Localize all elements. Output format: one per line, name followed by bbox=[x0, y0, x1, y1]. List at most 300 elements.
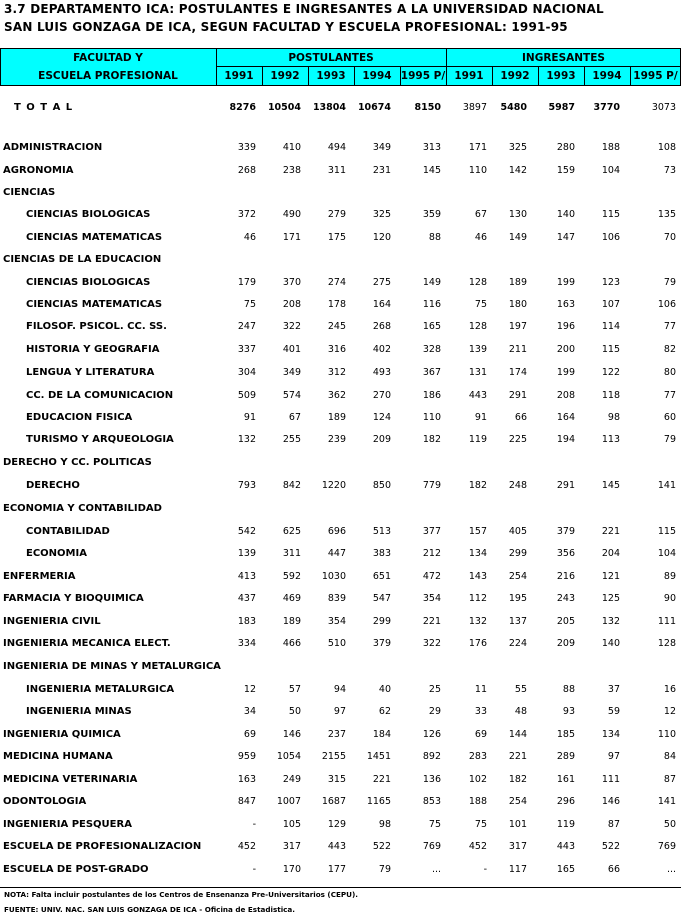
row-value: 82 bbox=[663, 344, 676, 355]
row-label: ESCUELA DE POST-GRADO bbox=[3, 864, 149, 875]
row-value: 79 bbox=[663, 277, 676, 288]
row-value: 143 bbox=[468, 571, 487, 582]
row-value: 50 bbox=[288, 706, 301, 717]
row-value: 592 bbox=[282, 571, 301, 582]
row-value: 356 bbox=[556, 548, 575, 559]
table-row bbox=[0, 165, 681, 181]
table-row bbox=[0, 412, 681, 428]
row-value: 316 bbox=[327, 344, 346, 355]
row-value: 105 bbox=[282, 819, 301, 830]
row-value: 116 bbox=[422, 299, 441, 310]
header-year: 1992 bbox=[270, 70, 300, 82]
row-value: 124 bbox=[372, 412, 391, 423]
table-row bbox=[0, 819, 681, 835]
row-value: 104 bbox=[601, 165, 620, 176]
row-value: 141 bbox=[657, 796, 676, 807]
row-label: INGENIERIA MINAS bbox=[26, 706, 132, 717]
row-value: 91 bbox=[243, 412, 256, 423]
row-value: 16 bbox=[663, 684, 676, 695]
row-value: 87 bbox=[663, 774, 676, 785]
row-value: 77 bbox=[663, 390, 676, 401]
row-value: 3897 bbox=[462, 102, 487, 113]
footer-divider bbox=[0, 887, 681, 888]
header-year: 1993 bbox=[546, 70, 576, 82]
row-value: 12 bbox=[663, 706, 676, 717]
row-value: 107 bbox=[601, 299, 620, 310]
row-value: 128 bbox=[468, 321, 487, 332]
table-row bbox=[0, 142, 681, 158]
row-value: 77 bbox=[663, 321, 676, 332]
row-value: 313 bbox=[422, 142, 441, 153]
table-row bbox=[0, 367, 681, 383]
row-value: 402 bbox=[372, 344, 391, 355]
row-value: 245 bbox=[327, 321, 346, 332]
row-value: 75 bbox=[243, 299, 256, 310]
table-source: FUENTE: UNIV. NAC. SAN LUIS GONZAGA DE ICA - Oficina de Estadistica. bbox=[4, 905, 296, 914]
table-row bbox=[0, 571, 681, 587]
row-value: 131 bbox=[468, 367, 487, 378]
row-label: INGENIERIA METALURGICA bbox=[26, 684, 175, 695]
row-value: 199 bbox=[556, 367, 575, 378]
row-value: 322 bbox=[282, 321, 301, 332]
row-value: 145 bbox=[422, 165, 441, 176]
row-value: 839 bbox=[327, 593, 346, 604]
row-value: 69 bbox=[474, 729, 487, 740]
row-value: 132 bbox=[468, 616, 487, 627]
row-value: 55 bbox=[514, 684, 527, 695]
row-value: 5987 bbox=[548, 102, 575, 113]
row-value: 370 bbox=[282, 277, 301, 288]
row-value: 195 bbox=[508, 593, 527, 604]
table-row bbox=[0, 480, 681, 496]
row-value: 87 bbox=[607, 819, 620, 830]
row-value: 48 bbox=[514, 706, 527, 717]
header-faculty-line-1: FACULTAD Y bbox=[73, 52, 143, 64]
row-value: 121 bbox=[601, 571, 620, 582]
row-value: 186 bbox=[422, 390, 441, 401]
row-value: 379 bbox=[556, 526, 575, 537]
row-value: 164 bbox=[556, 412, 575, 423]
row-value: 37 bbox=[607, 684, 620, 695]
row-value: 157 bbox=[468, 526, 487, 537]
row-value: 189 bbox=[327, 412, 346, 423]
row-label: CIENCIAS MATEMATICAS bbox=[26, 232, 163, 243]
row-value: 209 bbox=[372, 434, 391, 445]
row-value: 129 bbox=[327, 819, 346, 830]
row-value: 291 bbox=[556, 480, 575, 491]
row-value: 509 bbox=[237, 390, 256, 401]
row-value: 134 bbox=[601, 729, 620, 740]
header-year: 1995 P/ bbox=[633, 70, 678, 82]
row-value: 211 bbox=[508, 344, 527, 355]
row-value: 13804 bbox=[312, 102, 346, 113]
row-value: 182 bbox=[468, 480, 487, 491]
row-value: 130 bbox=[508, 209, 527, 220]
row-value: 89 bbox=[663, 571, 676, 582]
row-value: 452 bbox=[237, 841, 256, 852]
row-value: 354 bbox=[327, 616, 346, 627]
row-value: 443 bbox=[468, 390, 487, 401]
row-value: 25 bbox=[428, 684, 441, 695]
table-row bbox=[0, 526, 681, 542]
row-value: 383 bbox=[372, 548, 391, 559]
row-value: 199 bbox=[556, 277, 575, 288]
row-value: 140 bbox=[601, 638, 620, 649]
row-value: 3073 bbox=[651, 102, 676, 113]
row-value: 405 bbox=[508, 526, 527, 537]
row-value: 79 bbox=[378, 864, 391, 875]
row-value: 174 bbox=[508, 367, 527, 378]
row-value: 312 bbox=[327, 367, 346, 378]
row-value: 892 bbox=[422, 751, 441, 762]
row-value: 128 bbox=[468, 277, 487, 288]
row-value: 296 bbox=[556, 796, 575, 807]
row-value: 847 bbox=[237, 796, 256, 807]
row-value: 379 bbox=[372, 638, 391, 649]
row-value: 139 bbox=[468, 344, 487, 355]
row-value: 111 bbox=[657, 616, 676, 627]
row-value: 248 bbox=[508, 480, 527, 491]
row-label: MEDICINA VETERINARIA bbox=[3, 774, 138, 785]
row-value: 12 bbox=[243, 684, 256, 695]
row-value: 88 bbox=[562, 684, 575, 695]
header-postulantes: POSTULANTES bbox=[288, 52, 374, 64]
row-label: CIENCIAS DE LA EDUCACION bbox=[3, 254, 162, 265]
row-value: 243 bbox=[556, 593, 575, 604]
row-value: 182 bbox=[422, 434, 441, 445]
row-label: INGENIERIA DE MINAS Y METALURGICA bbox=[3, 661, 221, 672]
header-ingresantes: INGRESANTES bbox=[522, 52, 605, 64]
row-value: 171 bbox=[282, 232, 301, 243]
row-value: 134 bbox=[468, 548, 487, 559]
row-value: 197 bbox=[508, 321, 527, 332]
row-label: INGENIERIA MECANICA ELECT. bbox=[3, 638, 171, 649]
row-value: 238 bbox=[282, 165, 301, 176]
table-header bbox=[0, 48, 681, 86]
row-value: 67 bbox=[288, 412, 301, 423]
row-value: 90 bbox=[663, 593, 676, 604]
row-value: 97 bbox=[607, 751, 620, 762]
row-value: 522 bbox=[372, 841, 391, 852]
row-label: ESCUELA DE PROFESIONALIZACION bbox=[3, 841, 202, 852]
row-value: 291 bbox=[508, 390, 527, 401]
row-value: 75 bbox=[474, 819, 487, 830]
row-value: 354 bbox=[422, 593, 441, 604]
row-value: 62 bbox=[378, 706, 391, 717]
header-year: 1992 bbox=[500, 70, 530, 82]
row-value: 113 bbox=[601, 434, 620, 445]
row-value: 317 bbox=[282, 841, 301, 852]
row-label: AGRONOMIA bbox=[3, 165, 74, 176]
table-row bbox=[0, 434, 681, 450]
table-row bbox=[0, 796, 681, 812]
row-value: 221 bbox=[372, 774, 391, 785]
row-value: - bbox=[252, 819, 256, 830]
row-value: 132 bbox=[237, 434, 256, 445]
row-value: 179 bbox=[237, 277, 256, 288]
row-label: CIENCIAS bbox=[3, 187, 56, 198]
header-year: 1994 bbox=[592, 70, 622, 82]
table-row bbox=[0, 684, 681, 700]
row-value: 194 bbox=[556, 434, 575, 445]
row-value: 280 bbox=[556, 142, 575, 153]
table-row bbox=[0, 616, 681, 632]
row-value: 494 bbox=[327, 142, 346, 153]
table-row bbox=[0, 661, 681, 677]
row-value: 126 bbox=[422, 729, 441, 740]
row-value: 119 bbox=[468, 434, 487, 445]
table-row bbox=[0, 548, 681, 564]
table-row bbox=[0, 232, 681, 248]
row-value: 359 bbox=[422, 209, 441, 220]
row-value: 66 bbox=[514, 412, 527, 423]
row-value: 185 bbox=[556, 729, 575, 740]
table-row bbox=[0, 457, 681, 473]
table-row bbox=[0, 593, 681, 609]
row-value: 164 bbox=[372, 299, 391, 310]
row-value: 208 bbox=[556, 390, 575, 401]
row-value: 239 bbox=[327, 434, 346, 445]
row-value: 779 bbox=[422, 480, 441, 491]
table-row bbox=[0, 729, 681, 745]
row-value: 122 bbox=[601, 367, 620, 378]
row-value: 274 bbox=[327, 277, 346, 288]
row-value: 139 bbox=[237, 548, 256, 559]
row-value: 73 bbox=[663, 165, 676, 176]
row-value: 118 bbox=[601, 390, 620, 401]
row-value: 165 bbox=[422, 321, 441, 332]
row-value: 125 bbox=[601, 593, 620, 604]
row-value: 34 bbox=[243, 706, 256, 717]
row-label: DERECHO Y CC. POLITICAS bbox=[3, 457, 152, 468]
row-value: 112 bbox=[468, 593, 487, 604]
row-value: 117 bbox=[508, 864, 527, 875]
row-value: 469 bbox=[282, 593, 301, 604]
row-label: FILOSOF. PSICOL. CC. SS. bbox=[26, 321, 167, 332]
row-value: 188 bbox=[601, 142, 620, 153]
row-value: 304 bbox=[237, 367, 256, 378]
row-value: 84 bbox=[663, 751, 676, 762]
row-value: 216 bbox=[556, 571, 575, 582]
row-value: 513 bbox=[372, 526, 391, 537]
row-value: ... bbox=[431, 864, 441, 875]
row-value: 249 bbox=[282, 774, 301, 785]
row-value: 114 bbox=[601, 321, 620, 332]
row-value: 205 bbox=[556, 616, 575, 627]
table-row bbox=[0, 841, 681, 857]
row-value: 1220 bbox=[321, 480, 346, 491]
row-value: 299 bbox=[508, 548, 527, 559]
row-value: 189 bbox=[508, 277, 527, 288]
row-value: 97 bbox=[333, 706, 346, 717]
row-value: 410 bbox=[282, 142, 301, 153]
table-row bbox=[0, 321, 681, 337]
row-value: 221 bbox=[422, 616, 441, 627]
row-value: 625 bbox=[282, 526, 301, 537]
row-label: LENGUA Y LITERATURA bbox=[26, 367, 155, 378]
row-value: 270 bbox=[372, 390, 391, 401]
row-value: 325 bbox=[372, 209, 391, 220]
row-label: CIENCIAS MATEMATICAS bbox=[26, 299, 163, 310]
row-label: ADMINISTRACION bbox=[3, 142, 103, 153]
row-value: 69 bbox=[243, 729, 256, 740]
row-value: 231 bbox=[372, 165, 391, 176]
row-value: 959 bbox=[237, 751, 256, 762]
row-value: 135 bbox=[657, 209, 676, 220]
row-value: 176 bbox=[468, 638, 487, 649]
row-value: 144 bbox=[508, 729, 527, 740]
row-value: 163 bbox=[556, 299, 575, 310]
row-value: 268 bbox=[237, 165, 256, 176]
row-value: 57 bbox=[288, 684, 301, 695]
table-row bbox=[0, 277, 681, 293]
row-label: MEDICINA HUMANA bbox=[3, 751, 113, 762]
table-row bbox=[0, 774, 681, 790]
table-row bbox=[0, 751, 681, 767]
row-value: 283 bbox=[468, 751, 487, 762]
row-value: 91 bbox=[474, 412, 487, 423]
row-value: 322 bbox=[422, 638, 441, 649]
row-label: ENFERMERIA bbox=[3, 571, 76, 582]
row-value: 46 bbox=[243, 232, 256, 243]
row-label: CONTABILIDAD bbox=[26, 526, 110, 537]
row-value: 510 bbox=[327, 638, 346, 649]
row-label: T O T A L bbox=[14, 102, 74, 113]
row-value: 490 bbox=[282, 209, 301, 220]
row-value: 212 bbox=[422, 548, 441, 559]
row-label: EDUCACION FISICA bbox=[26, 412, 133, 423]
row-value: 98 bbox=[607, 412, 620, 423]
row-value: 443 bbox=[327, 841, 346, 852]
row-value: 161 bbox=[556, 774, 575, 785]
row-value: 10504 bbox=[267, 102, 301, 113]
row-value: 128 bbox=[657, 638, 676, 649]
row-value: 367 bbox=[422, 367, 441, 378]
row-value: 115 bbox=[601, 344, 620, 355]
row-value: 1165 bbox=[366, 796, 391, 807]
row-value: 165 bbox=[556, 864, 575, 875]
row-value: 853 bbox=[422, 796, 441, 807]
row-value: 149 bbox=[422, 277, 441, 288]
table-row bbox=[0, 254, 681, 270]
table-row bbox=[0, 102, 681, 118]
row-value: 10674 bbox=[357, 102, 391, 113]
row-label: CIENCIAS BIOLOGICAS bbox=[26, 277, 151, 288]
table-row bbox=[0, 706, 681, 722]
row-value: ... bbox=[666, 864, 676, 875]
header-year: 1991 bbox=[454, 70, 484, 82]
table-row bbox=[0, 187, 681, 203]
header-year: 1994 bbox=[362, 70, 392, 82]
row-value: 70 bbox=[663, 232, 676, 243]
row-value: 106 bbox=[657, 299, 676, 310]
row-value: 188 bbox=[468, 796, 487, 807]
row-value: 136 bbox=[422, 774, 441, 785]
row-value: 311 bbox=[282, 548, 301, 559]
row-value: 115 bbox=[657, 526, 676, 537]
row-value: 413 bbox=[237, 571, 256, 582]
row-value: 466 bbox=[282, 638, 301, 649]
row-value: 145 bbox=[601, 480, 620, 491]
row-value: 437 bbox=[237, 593, 256, 604]
row-value: 102 bbox=[468, 774, 487, 785]
row-value: 299 bbox=[372, 616, 391, 627]
row-value: 110 bbox=[422, 412, 441, 423]
row-value: 1030 bbox=[321, 571, 346, 582]
row-label: DERECHO bbox=[26, 480, 80, 491]
row-value: 255 bbox=[282, 434, 301, 445]
row-value: 180 bbox=[508, 299, 527, 310]
table-row bbox=[0, 209, 681, 225]
row-value: 106 bbox=[601, 232, 620, 243]
row-value: 317 bbox=[508, 841, 527, 852]
row-value: 183 bbox=[237, 616, 256, 627]
row-value: 170 bbox=[282, 864, 301, 875]
row-value: 842 bbox=[282, 480, 301, 491]
row-label: HISTORIA Y GEOGRAFIA bbox=[26, 344, 160, 355]
row-value: 315 bbox=[327, 774, 346, 785]
row-value: 339 bbox=[237, 142, 256, 153]
row-value: 2155 bbox=[321, 751, 346, 762]
row-label: INGENIERIA QUIMICA bbox=[3, 729, 121, 740]
row-value: 171 bbox=[468, 142, 487, 153]
row-value: 159 bbox=[556, 165, 575, 176]
row-label: ECONOMIA Y CONTABILIDAD bbox=[3, 503, 162, 514]
row-value: 29 bbox=[428, 706, 441, 717]
row-value: 1451 bbox=[366, 751, 391, 762]
table-note: NOTA: Falta incluir postulantes de los Centros de Ensenanza Pre-Universitarios (CEPU). bbox=[4, 890, 359, 899]
row-value: 147 bbox=[556, 232, 575, 243]
row-value: 132 bbox=[601, 616, 620, 627]
row-value: 443 bbox=[556, 841, 575, 852]
row-value: 325 bbox=[508, 142, 527, 153]
row-value: 493 bbox=[372, 367, 391, 378]
row-value: 362 bbox=[327, 390, 346, 401]
row-value: 119 bbox=[556, 819, 575, 830]
row-value: 209 bbox=[556, 638, 575, 649]
row-value: 349 bbox=[372, 142, 391, 153]
row-value: 574 bbox=[282, 390, 301, 401]
row-value: 268 bbox=[372, 321, 391, 332]
row-value: 182 bbox=[508, 774, 527, 785]
row-value: 75 bbox=[428, 819, 441, 830]
row-value: 337 bbox=[237, 344, 256, 355]
row-value: 401 bbox=[282, 344, 301, 355]
table-title-line-1: 3.7 DEPARTAMENTO ICA: POSTULANTES E INGRESANTES A LA UNIVERSIDAD NACIONAL bbox=[4, 2, 604, 16]
header-faculty-line-2: ESCUELA PROFESIONAL bbox=[38, 70, 178, 82]
row-value: 696 bbox=[327, 526, 346, 537]
row-value: 522 bbox=[601, 841, 620, 852]
row-value: 8150 bbox=[414, 102, 441, 113]
row-value: 1054 bbox=[276, 751, 301, 762]
row-value: 1687 bbox=[321, 796, 346, 807]
row-value: 60 bbox=[663, 412, 676, 423]
table-row bbox=[0, 864, 681, 880]
row-value: 247 bbox=[237, 321, 256, 332]
row-value: 275 bbox=[372, 277, 391, 288]
row-value: - bbox=[483, 864, 487, 875]
row-value: 850 bbox=[372, 480, 391, 491]
row-value: 254 bbox=[508, 571, 527, 582]
header-year: 1995 P/ bbox=[400, 70, 446, 82]
table-row bbox=[0, 390, 681, 406]
row-value: 67 bbox=[474, 209, 487, 220]
row-value: 542 bbox=[237, 526, 256, 537]
row-value: 547 bbox=[372, 593, 391, 604]
row-value: 311 bbox=[327, 165, 346, 176]
row-label: ODONTOLOGIA bbox=[3, 796, 87, 807]
row-value: 334 bbox=[237, 638, 256, 649]
